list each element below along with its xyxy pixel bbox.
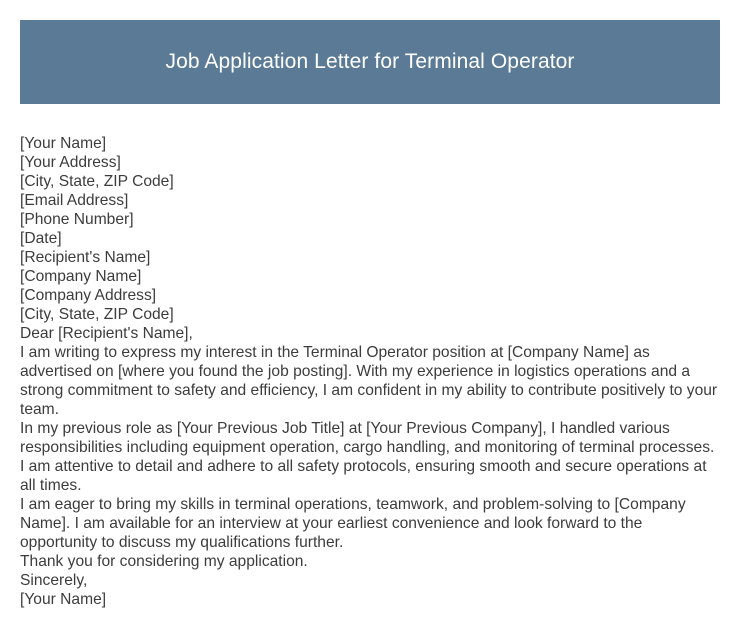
salutation: Dear [Recipient's Name], <box>20 325 193 342</box>
letter-body <box>20 134 720 609</box>
paragraph-experience: In my previous role as [Your Previous Job Title] at [Your Previous Company], I handled various responsibilities including equipment operation, cargo handling, and monitoring of terminal processes. I am attentive to detail and adhere to all safety protocols, ensuring smooth and secure operations at all times. <box>20 420 719 494</box>
paragraph-closing: I am eager to bring my skills in terminal operations, teamwork, and problem-solving to [Company Name]. I am available for an interview at your earliest convenience and look forward to the opportunity to discuss my qualifications further. <box>20 496 690 551</box>
sender-city: [City, State, ZIP Code] <box>20 173 174 190</box>
company-city: [City, State, ZIP Code] <box>20 306 174 323</box>
title-banner <box>20 20 720 104</box>
closing-line: Sincerely, <box>20 572 88 589</box>
thanks-line: Thank you for considering my application. <box>20 553 308 570</box>
sender-address: [Your Address] <box>20 154 121 171</box>
signature-name: [Your Name] <box>20 591 107 608</box>
paragraph-intro: I am writing to express my interest in the Terminal Operator position at [Company Name] as advertised on [where you found the job posting]. With my experience in logistics operations and a strong commitment to safety and efficiency, I am confident in my ability to contribute positively to your team. <box>20 344 722 418</box>
sender-phone: [Phone Number] <box>20 211 134 228</box>
sender-email: [Email Address] <box>20 192 129 209</box>
recipient-name: [Recipient's Name] <box>20 249 151 266</box>
page-title: Job Application Letter for Terminal Operator <box>165 50 575 73</box>
letter-date: [Date] <box>20 230 62 247</box>
company-address: [Company Address] <box>20 287 157 304</box>
sender-name: [Your Name] <box>20 135 107 152</box>
company-name: [Company Name] <box>20 268 142 285</box>
